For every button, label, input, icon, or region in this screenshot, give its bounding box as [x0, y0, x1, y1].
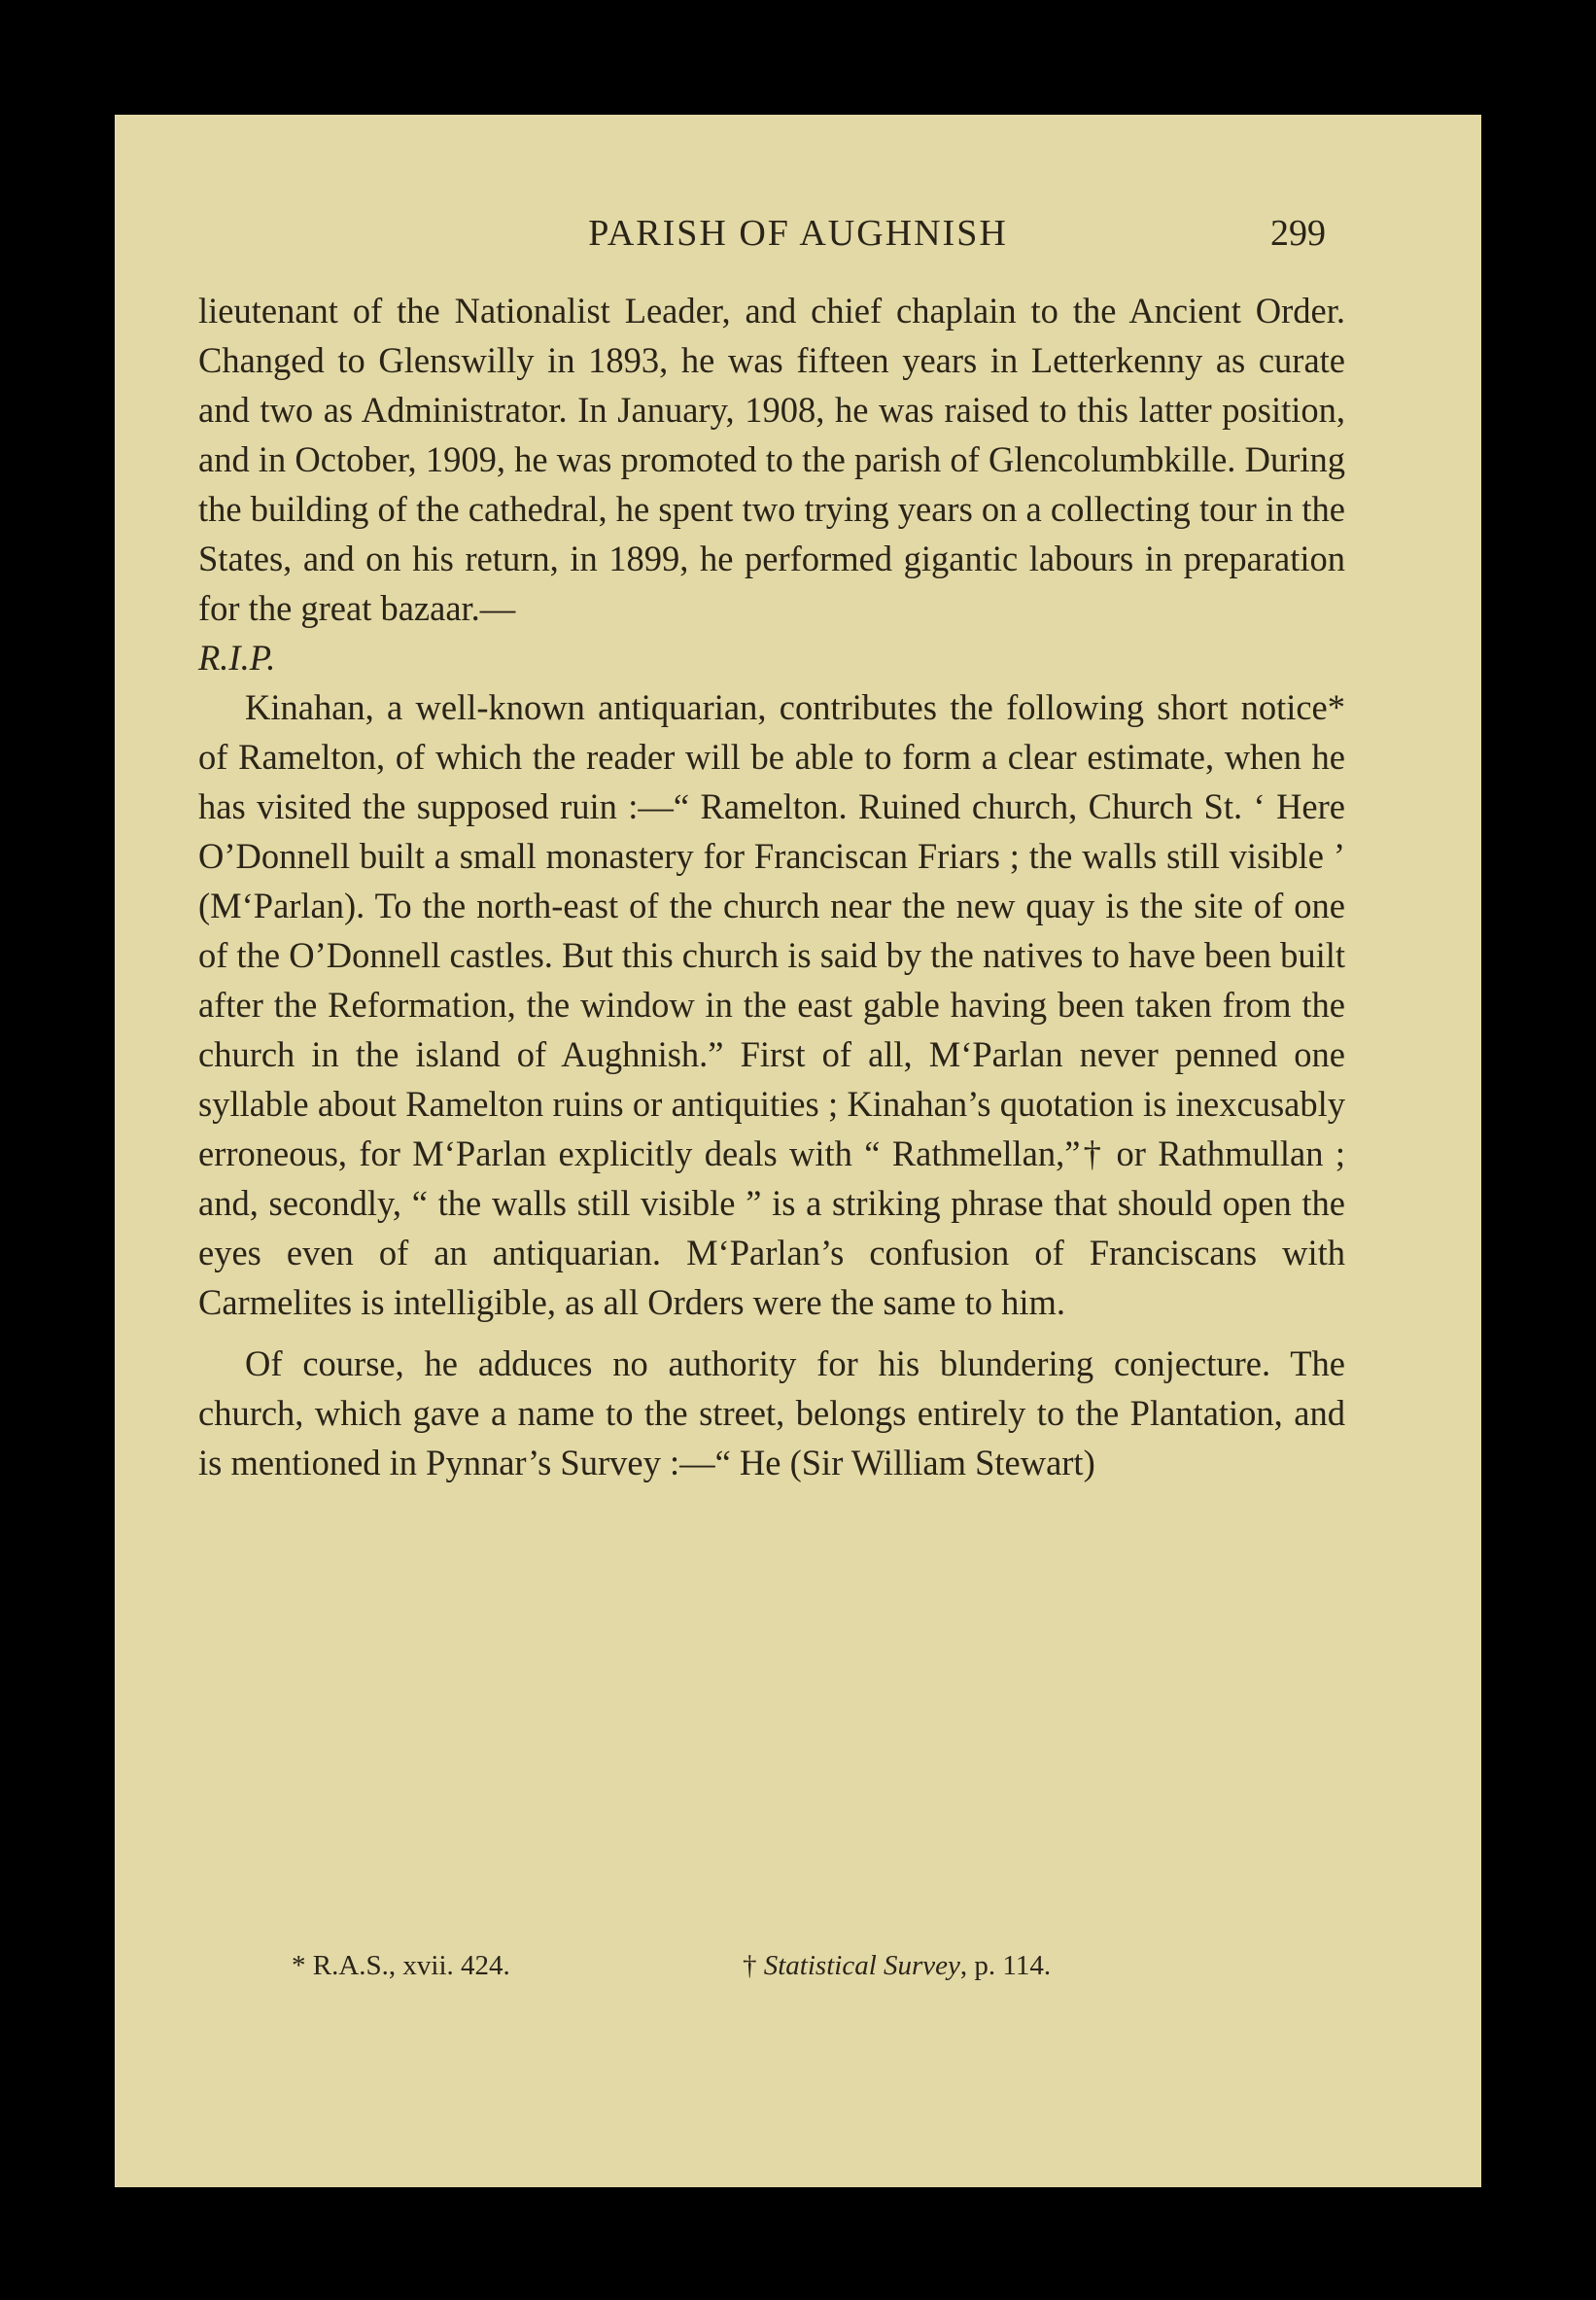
- footnote-2-rest: , p. 114.: [959, 1950, 1052, 1981]
- running-head: [115, 212, 1481, 270]
- rip-abbreviation: R.I.P.: [198, 638, 276, 678]
- paragraph-2: Kinahan, a well-known antiquarian, contributes the following short notice* of Ramelton, of which the reader will be able to form a clear estimate, when he has visited the supposed ruin :—“ Ramelton. Ruined church, Church St. ‘ Here O’Donnell built a small monastery for Franciscan Friars ; the walls still visible ’ (M‘Parlan). To the north-east of the church near the new quay is the site of one of the O’Donnell castles. But this church is said by the natives to have been built after the Reformation, the window in the east gable having been taken from the church in the island of Aughnish.” First of all, M‘Parlan never penned one syllable about Ramelton ruins or antiquities ; Kinahan’s quotation is inexcusably erroneous, for M‘Parlan explicitly deals with “ Rathmellan,”† or Rathmullan ; and, secondly, “ the walls still visible ” is a striking phrase that should open the eyes even of an antiquarian. M‘Parlan’s confusion of Franciscans with Carmelites is intelligible, as all Orders were the same to him.: [198, 687, 1345, 1322]
- page-number: 299: [1270, 213, 1326, 254]
- body-text: [198, 286, 1345, 1487]
- running-title: PARISH OF AUGHNISH: [588, 213, 1008, 254]
- rip-line: [198, 633, 1345, 682]
- footnote-2-mark: †: [743, 1950, 764, 1981]
- book-page: [115, 115, 1481, 2187]
- paragraph-1: lieutenant of the Nationalist Leader, and chief chaplain to the Ancient Order. Changed to Glenswilly in 1893, he was fifteen years in Letterkenny as curate and two as Administrator. In January, 1908, he was raised to this latter position, and in October, 1909, he was promoted to the parish of Glencolumbkille. During the building of the cathedral, he spent two trying years on a collecting tour in the States, and on his return, in 1899, he performed gigantic labours in preparation for the great bazaar.—: [198, 291, 1345, 628]
- footnote-1: * R.A.S., xvii. 424.: [292, 1950, 510, 1981]
- footnote-2: [743, 1950, 1051, 1982]
- footnotes: [198, 1950, 1345, 1999]
- paragraph-3: Of course, he adduces no authority for his blundering conjecture. The church, which gave a name to the street, belongs entirely to the Plantation, and is mentioned in Pynnar’s Survey :—“ He (Sir William Stewart): [198, 1343, 1345, 1482]
- footnote-2-title: Statistical Survey: [763, 1950, 960, 1981]
